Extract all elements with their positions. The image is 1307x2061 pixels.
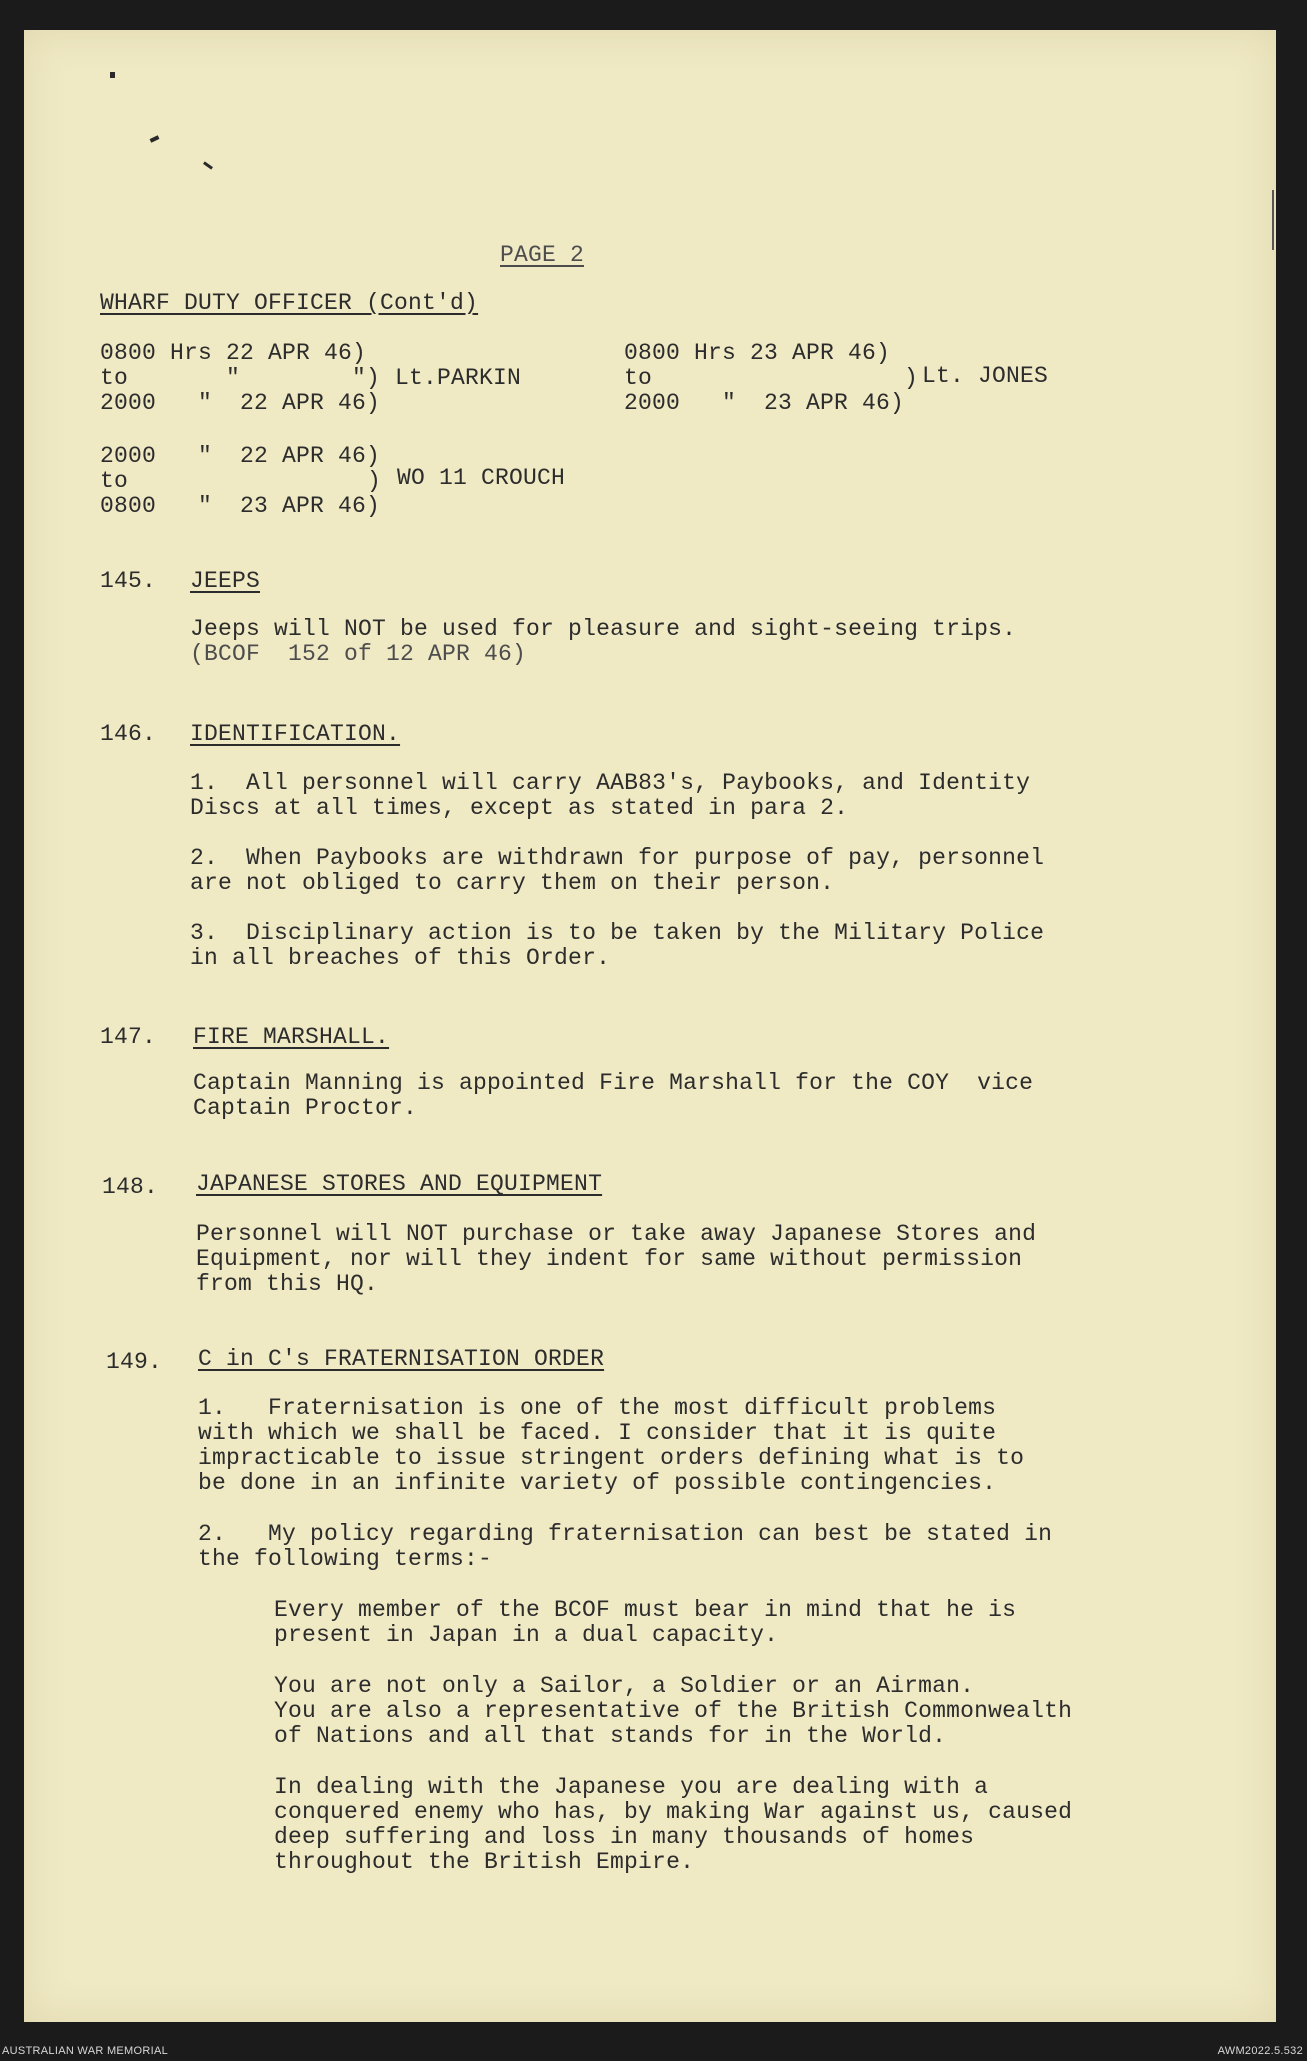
section-149-para1d: be done in an infinite variety of possible contingencies. bbox=[198, 1470, 997, 1496]
ink-mark bbox=[1272, 190, 1274, 250]
shift1-officer: Lt.PARKIN bbox=[395, 365, 522, 391]
quote3-line1: In dealing with the Japanese you are dealing with a bbox=[274, 1774, 989, 1800]
shift1-line1: 0800 Hrs 22 APR 46) bbox=[100, 340, 367, 366]
shift1-line3: 2000 " 22 APR 46) bbox=[100, 390, 381, 416]
shift3-line2: to bbox=[100, 468, 129, 494]
quote2-line3: of Nations and all that stands for in the World. bbox=[274, 1723, 947, 1749]
section-149-para2a: 2. My policy regarding fraternisation can best be stated in bbox=[198, 1521, 1053, 1547]
section-149-heading: C in C's FRATERNISATION ORDER bbox=[198, 1346, 605, 1372]
shift2-line3: 2000 " 23 APR 46) bbox=[624, 390, 905, 416]
section-145-heading: JEEPS bbox=[190, 568, 261, 594]
shift3-line3: 0800 " 23 APR 46) bbox=[100, 493, 381, 519]
quote2-line1: You are not only a Sailor, a Soldier or an Airman. bbox=[274, 1673, 975, 1699]
quote3-line4: throughout the British Empire. bbox=[274, 1849, 695, 1875]
ink-mark bbox=[110, 72, 115, 78]
section-149-para1b: with which we shall be faced. I consider that it is quite bbox=[198, 1420, 997, 1446]
section-148-line3: from this HQ. bbox=[196, 1271, 379, 1297]
section-146-para3b: in all breaches of this Order. bbox=[190, 945, 611, 971]
page-label: PAGE 2 bbox=[500, 242, 585, 268]
section-145-number: 145. bbox=[100, 568, 157, 594]
wharf-heading: WHARF DUTY OFFICER (Cont'd) bbox=[100, 290, 479, 316]
section-149-para1a: 1. Fraternisation is one of the most difficult problems bbox=[198, 1395, 997, 1421]
quote1-line2: present in Japan in a dual capacity. bbox=[274, 1622, 779, 1648]
quote2-line2: You are also a representative of the British Commonwealth bbox=[274, 1698, 1073, 1724]
shift2-line1: 0800 Hrs 23 APR 46) bbox=[624, 340, 891, 366]
section-148-line1: Personnel will NOT purchase or take away Japanese Stores and bbox=[196, 1221, 1037, 1247]
section-148-line2: Equipment, nor will they indent for same without permission bbox=[196, 1246, 1023, 1272]
section-146-heading: IDENTIFICATION. bbox=[190, 721, 401, 747]
section-147-heading: FIRE MARSHALL. bbox=[193, 1024, 390, 1050]
section-147-number: 147. bbox=[100, 1024, 157, 1050]
section-149-para1c: impracticable to issue stringent orders defining what is to bbox=[198, 1445, 1025, 1471]
footer-left: AUSTRALIAN WAR MEMORIAL bbox=[2, 2045, 169, 2057]
shift3-line1: 2000 " 22 APR 46) bbox=[100, 443, 381, 469]
section-146-para2a: 2. When Paybooks are withdrawn for purpose of pay, personnel bbox=[190, 845, 1045, 871]
section-146-para1a: 1. All personnel will carry AAB83's, Paybooks, and Identity bbox=[190, 770, 1031, 796]
shift2-officer: Lt. JONES bbox=[922, 363, 1049, 389]
section-145-line2: (BCOF 152 of 12 APR 46) bbox=[190, 641, 527, 667]
quote1-line1: Every member of the BCOF must bear in mind that he is bbox=[274, 1597, 1017, 1623]
section-148-heading: JAPANESE STORES AND EQUIPMENT bbox=[196, 1171, 603, 1197]
shift3-officer: WO 11 CROUCH bbox=[397, 465, 566, 491]
section-148-number: 148. bbox=[102, 1174, 159, 1200]
section-149-number: 149. bbox=[106, 1349, 163, 1375]
shift2-line2: to ) bbox=[624, 365, 919, 391]
section-146-para2b: are not obliged to carry them on their person. bbox=[190, 870, 835, 896]
section-146-number: 146. bbox=[100, 721, 157, 747]
section-146-para3a: 3. Disciplinary action is to be taken by the Military Police bbox=[190, 920, 1045, 946]
shift1-line2: to " ") bbox=[100, 365, 381, 391]
section-147-line2: Captain Proctor. bbox=[193, 1095, 418, 1121]
quote3-line2: conquered enemy who has, by making War against us, caused bbox=[274, 1799, 1073, 1825]
section-149-para2b: the following terms:- bbox=[198, 1546, 493, 1572]
section-146-para1b: Discs at all times, except as stated in para 2. bbox=[190, 795, 849, 821]
shift3-bracket: ) bbox=[367, 468, 382, 494]
footer-right: AWM2022.5.532 bbox=[1217, 2045, 1303, 2057]
section-145-line1: Jeeps will NOT be used for pleasure and sight-seeing trips. bbox=[190, 616, 1017, 642]
section-147-line1: Captain Manning is appointed Fire Marshall for the COY vice bbox=[193, 1070, 1034, 1096]
quote3-line3: deep suffering and loss in many thousands of homes bbox=[274, 1824, 975, 1850]
